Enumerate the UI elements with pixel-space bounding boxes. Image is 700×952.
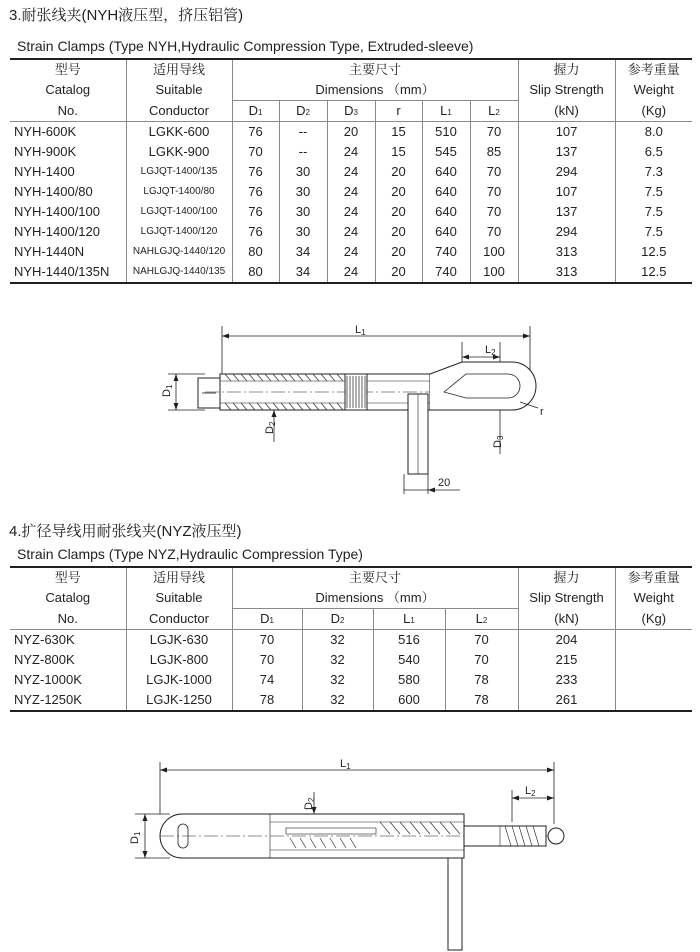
cell-l1: 640 <box>422 222 470 242</box>
cell-l2: 78 <box>445 670 518 690</box>
cell-slip: 137 <box>518 202 615 222</box>
cell-slip: 294 <box>518 222 615 242</box>
cell-d1: 76 <box>232 222 279 242</box>
header-d2: $D_2$ <box>279 101 327 122</box>
cell-catalog: NYZ-1000K <box>14 672 82 687</box>
cell-l2: 85 <box>470 142 518 162</box>
cell-d2: 34 <box>279 262 327 283</box>
header-slip-cn: 握力 <box>518 567 615 588</box>
cell-d3: 24 <box>327 162 375 182</box>
nyh-clamp-drawing <box>0 322 700 502</box>
cell-conductor: LGJK-800 <box>126 650 232 670</box>
header-slip-cn: 握力 <box>518 59 615 80</box>
header-weight-en: Weight <box>615 80 692 101</box>
cell-l1: 640 <box>422 202 470 222</box>
dim-d2-label: D2 <box>303 797 316 810</box>
cell-l1: 516 <box>373 630 445 651</box>
header-catalog-no: No. <box>10 609 126 630</box>
cell-r: 20 <box>375 222 422 242</box>
cell-l2: 70 <box>470 122 518 143</box>
section-subtitle-nyz: Strain Clamps (Type NYZ,Hydraulic Compression Type) <box>17 546 363 562</box>
cell-slip: 313 <box>518 242 615 262</box>
table-row <box>10 242 692 262</box>
cell-weight <box>615 650 692 670</box>
cell-d1: 70 <box>232 142 279 162</box>
header-conductor-en: Suitable <box>126 80 232 101</box>
dim-l1-label: L1 <box>355 324 366 337</box>
table-row <box>10 122 692 143</box>
header-conductor-en: Suitable <box>126 588 232 609</box>
header-conductor-en2: Conductor <box>126 609 232 630</box>
cell-l1: 740 <box>422 242 470 262</box>
cell-l2: 70 <box>445 650 518 670</box>
header-conductor-cn: 适用导线 <box>126 567 232 588</box>
header-slip-unit: (kN) <box>518 101 615 122</box>
cell-d2: 30 <box>279 222 327 242</box>
cell-d1: 80 <box>232 262 279 283</box>
dim-d3-label: D3 <box>492 435 505 448</box>
cell-l2: 70 <box>470 202 518 222</box>
dim-l2-label: L2 <box>525 785 536 798</box>
cell-l2: 100 <box>470 242 518 262</box>
cell-slip: 233 <box>518 670 615 690</box>
cell-l1: 545 <box>422 142 470 162</box>
table-row <box>10 670 692 690</box>
cell-r: 15 <box>375 142 422 162</box>
header-slip-unit: (kN) <box>518 609 615 630</box>
cell-r: 20 <box>375 162 422 182</box>
cell-d1: 74 <box>232 670 302 690</box>
table-row <box>10 262 692 283</box>
cell-r: 20 <box>375 202 422 222</box>
header-weight-cn: 参考重量 <box>615 567 692 588</box>
header-d2: $D_2$ <box>302 609 373 630</box>
cell-d1: 76 <box>232 122 279 143</box>
cell-r: 20 <box>375 262 422 283</box>
header-dimensions-cn: 主要尺寸 <box>232 567 518 588</box>
header-d1: $D_1$ <box>232 609 302 630</box>
cell-l2: 70 <box>445 630 518 651</box>
cell-weight: 7.3 <box>615 162 692 182</box>
header-catalog-cn: 型号 <box>10 59 126 80</box>
header-l1: $L_1$ <box>373 609 445 630</box>
cell-slip: 107 <box>518 182 615 202</box>
header-weight-unit: (Kg) <box>615 609 692 630</box>
cell-weight <box>615 670 692 690</box>
header-slip-en: Slip Strength <box>518 588 615 609</box>
header-l2: $L_2$ <box>445 609 518 630</box>
cell-catalog: NYZ-1250K <box>10 690 126 711</box>
cell-slip: 261 <box>518 690 615 711</box>
cell-l1: 640 <box>422 162 470 182</box>
cell-l2: 70 <box>470 162 518 182</box>
dim-l1-label: L1 <box>340 758 351 771</box>
header-conductor-en2: Conductor <box>126 101 232 122</box>
cell-d3: 24 <box>327 262 375 283</box>
cell-d1: 80 <box>232 242 279 262</box>
cell-conductor: LGJQT-1400/100 <box>126 202 232 222</box>
header-catalog-no: No. <box>10 101 126 122</box>
section-title-nyh: 3.耐张线夹(NYH液压型，挤压铝管) <box>9 7 244 24</box>
nyh-spec-table <box>10 58 692 284</box>
cell-catalog: NYH-1400/120 <box>14 224 100 239</box>
header-d3: $D_3$ <box>327 101 375 122</box>
cell-catalog: NYH-900K <box>14 144 77 159</box>
cell-weight <box>615 690 692 711</box>
cell-catalog: NYZ-630K <box>14 632 75 647</box>
cell-d2: -- <box>279 142 327 162</box>
cell-slip: 313 <box>518 262 615 283</box>
section-subtitle-nyh: Strain Clamps (Type NYH,Hydraulic Compression Type, Extruded-sleeve) <box>17 38 474 54</box>
cell-slip: 204 <box>518 630 615 651</box>
cell-r: 20 <box>375 242 422 262</box>
cell-slip: 215 <box>518 650 615 670</box>
header-catalog-cn: 型号 <box>10 567 126 588</box>
cell-conductor: LGJK-1250 <box>126 690 232 711</box>
cell-l1: 740 <box>422 262 470 283</box>
table-row <box>10 690 692 711</box>
cell-conductor: LGJQT-1400/120 <box>126 222 232 242</box>
cell-l2: 70 <box>470 222 518 242</box>
cell-d1: 76 <box>232 162 279 182</box>
cell-conductor: LGKK-600 <box>126 122 232 143</box>
header-slip-en: Slip Strength <box>518 80 615 101</box>
header-dimensions-en: Dimensions （mm） <box>232 80 518 101</box>
header-l2: $L_2$ <box>470 101 518 122</box>
cell-catalog: NYH-1440/135N <box>10 262 126 283</box>
cell-conductor: LGJQT-1400/135 <box>126 162 232 182</box>
cell-catalog: NYH-600K <box>14 124 77 139</box>
header-dimensions-cn: 主要尺寸 <box>232 59 518 80</box>
cell-weight: 12.5 <box>615 242 692 262</box>
cell-d2: 32 <box>302 670 373 690</box>
cell-conductor: NAHLGJQ-1440/135 <box>126 262 232 283</box>
table-row <box>10 202 692 222</box>
table-row <box>10 162 692 182</box>
header-conductor-cn: 适用导线 <box>126 59 232 80</box>
cell-catalog: NYH-1400/100 <box>14 204 100 219</box>
nyz-spec-table <box>10 566 692 712</box>
cell-l1: 510 <box>422 122 470 143</box>
cell-d2: -- <box>279 122 327 143</box>
cell-catalog: NYH-1400 <box>14 164 75 179</box>
dim-r-label: r <box>540 406 544 418</box>
dim-l2-label: L2 <box>485 344 496 357</box>
dim-d1-label: D1 <box>129 831 142 844</box>
table-row <box>10 182 692 202</box>
cell-d1: 70 <box>232 650 302 670</box>
cell-conductor: LGJQT-1400/80 <box>126 182 232 202</box>
cell-d2: 32 <box>302 650 373 670</box>
header-weight-cn: 参考重量 <box>615 59 692 80</box>
section-title-nyz: 4.扩径导线用耐张线夹(NYZ液压型) <box>9 523 242 540</box>
header-r: r <box>375 101 422 122</box>
cell-d3: 24 <box>327 242 375 262</box>
cell-l2: 100 <box>470 262 518 283</box>
header-weight-en: Weight <box>615 588 692 609</box>
table-row <box>10 630 692 651</box>
cell-d2: 32 <box>302 630 373 651</box>
cell-r: 15 <box>375 122 422 143</box>
cell-weight: 7.5 <box>615 222 692 242</box>
cell-l1: 580 <box>373 670 445 690</box>
dim-20-label: 20 <box>438 477 451 489</box>
nyz-clamp-drawing <box>0 752 700 952</box>
cell-catalog: NYH-1440N <box>14 244 85 259</box>
cell-d2: 34 <box>279 242 327 262</box>
cell-catalog: NYZ-800K <box>14 652 75 667</box>
cell-weight: 8.0 <box>615 122 692 143</box>
cell-conductor: LGJK-1000 <box>126 670 232 690</box>
table-row <box>10 142 692 162</box>
header-l1: $L_1$ <box>422 101 470 122</box>
cell-d3: 20 <box>327 122 375 143</box>
header-catalog-en: Catalog <box>45 590 91 606</box>
cell-l1: 640 <box>422 182 470 202</box>
cell-weight: 12.5 <box>615 262 692 283</box>
cell-d2: 30 <box>279 202 327 222</box>
cell-d2: 30 <box>279 162 327 182</box>
cell-d3: 24 <box>327 142 375 162</box>
cell-conductor: LGJK-630 <box>126 630 232 651</box>
cell-d3: 24 <box>327 182 375 202</box>
cell-l2: 78 <box>445 690 518 711</box>
dim-d2-label: D2 <box>264 421 277 434</box>
cell-weight: 7.5 <box>615 182 692 202</box>
cell-d3: 24 <box>327 202 375 222</box>
table-row <box>10 650 692 670</box>
header-dimensions-en: Dimensions （mm） <box>232 588 518 609</box>
dim-d1-label: D1 <box>161 384 174 397</box>
cell-catalog: NYH-1400/80 <box>14 184 93 199</box>
cell-weight <box>615 630 692 651</box>
cell-l1: 540 <box>373 650 445 670</box>
header-catalog-en: Catalog <box>45 82 91 98</box>
cell-d1: 76 <box>232 202 279 222</box>
cell-conductor: LGKK-900 <box>126 142 232 162</box>
cell-slip: 294 <box>518 162 615 182</box>
table-row <box>10 222 692 242</box>
cell-d2: 30 <box>279 182 327 202</box>
cell-weight: 7.5 <box>615 202 692 222</box>
cell-d1: 70 <box>232 630 302 651</box>
cell-slip: 137 <box>518 142 615 162</box>
cell-d2: 32 <box>302 690 373 711</box>
header-weight-unit: (Kg) <box>615 101 692 122</box>
cell-d1: 76 <box>232 182 279 202</box>
cell-weight: 6.5 <box>615 142 692 162</box>
cell-d1: 78 <box>232 690 302 711</box>
cell-conductor: NAHLGJQ-1440/120 <box>126 242 232 262</box>
cell-slip: 107 <box>518 122 615 143</box>
cell-l1: 600 <box>373 690 445 711</box>
cell-l2: 70 <box>470 182 518 202</box>
cell-r: 20 <box>375 182 422 202</box>
cell-d3: 24 <box>327 222 375 242</box>
header-d1: $D_1$ <box>232 101 279 122</box>
